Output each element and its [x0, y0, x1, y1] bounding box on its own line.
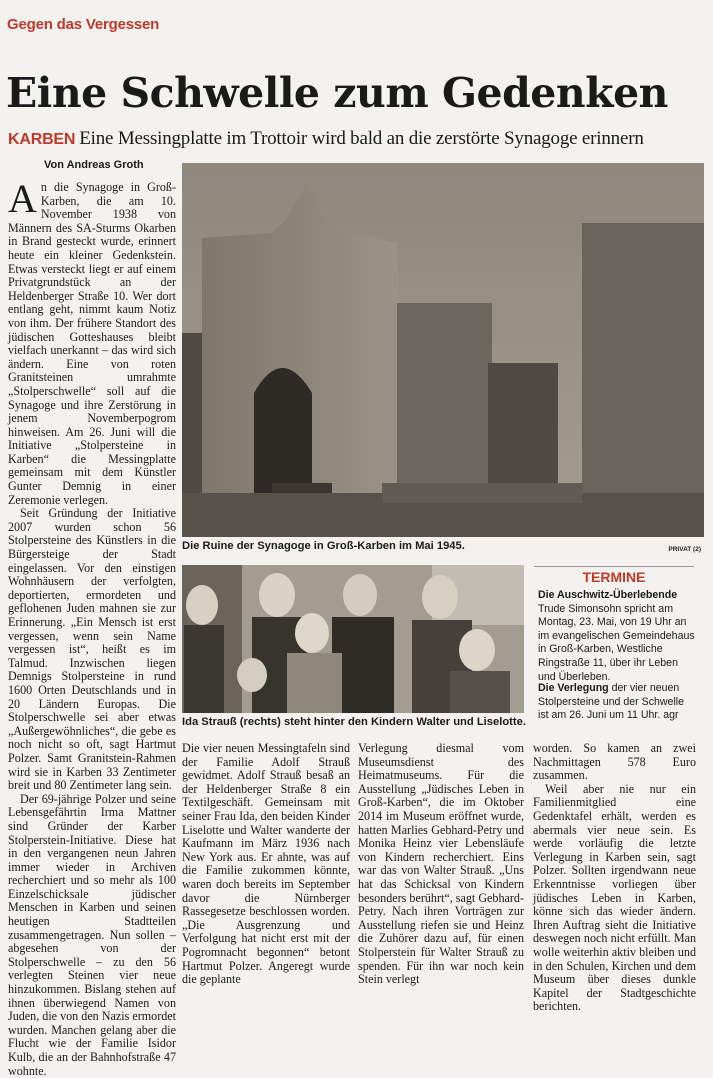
article-column-4 [533, 741, 696, 1014]
synagogue-ruin-photo [182, 163, 704, 537]
byline: Von Andreas Groth [44, 159, 144, 171]
subline [8, 127, 644, 152]
termine-item-1-lead: Die Auschwitz-Überlebende [538, 589, 678, 601]
family-photo [182, 565, 524, 713]
paragraph: Verlegung diesmal vom Museumsdienst des Heimatmuseums. Für die Ausstellung „Jüdisches Leben in Groß-Karben“, die im Oktober 2014 im Museum eröffnet wurde, hatten Marlies Gebhard-Petry und Monika Heinz vier Lebensläufe von Kindern recherchiert. Eins war das von Walter Strauß. „Uns hat das Schicksal von Kindern besonders berührt“, sagt Gebhard-Petry. Nach ihren Vorträgen zur Ausstellung riefen sie und Heinz die Zuhörer dazu auf, für einen Stolperstein für Walter Strauß zu spenden. Für ihn war noch kein Stein verlegt [358, 741, 524, 987]
paragraph: Seit Gründung der Initiative 2007 wurden schon 56 Stolpersteine des Künstlers in die Bürgersteige der Stadt eingelassen. Vor den einstigen Wohnhäusern der verfolgten, deportierten, ermordeten und geflohenen Juden mahnen sie zur Erinnerung. „Ein Mensch ist erst vergessen, wenn sein Name vergessen ist“, heißt es im Talmud. Inzwischen liegen Demnigs Stolpersteine in rund 1600 Orten Deutschlands und in 20 Ländern Europas. Die Stolperschwelle sei aber etwas „Außergewöhnliches“, die gebe es noch nicht so oft, sagt Hartmut Polzer. Samt Granitstein-Rahmen wird sie in Karben 33 Zentimeter breit und 80 Zentimeter lang sein. [8, 506, 176, 793]
photo-2-caption: Ida Strauß (rechts) steht hinter den Kindern Walter und Liselotte. [182, 716, 526, 728]
photo-1-caption: Die Ruine der Synagoge in Groß-Karben im Mai 1945. [182, 540, 465, 552]
article-column-2 [182, 741, 350, 987]
paragraph: worden. So kamen an zwei Nachmittagen 578 Euro zusammen. [533, 741, 696, 783]
headline: Eine Schwelle zum Gedenken [6, 69, 668, 117]
termine-title: TERMINE [534, 566, 694, 585]
termine-item-2 [538, 682, 696, 723]
paragraph: Der 69-jährige Polzer und seine Lebensgefährtin Irma Mattner sind Gründer der Karber Stolperstein-Initiative. Diese hat in den vergangenen neun Jahren immer wieder in Archiven recherchiert und so mehr als 100 Einzelschicksale jüdischer Menschen in Karben und seinen heutigen Stadtteilen zusammengetragen. Nun sollen – abgesehen von der Stolperschwelle – zu den 56 verlegten Steinen vier neue hinzukommen. Bislang stehen auf ihnen überwiegend Namen von Juden, die von den Nazis ermordet wurden. Manchen gelang aber die Flucht wie der Familie Isidor Kulb, die an der Bahnhofstraße 47 wohnte. [8, 791, 176, 1078]
termine-item-2-text: der vier neuen Stolpersteine und der Schwelle ist am 26. Juni um 11 Uhr. agr [538, 682, 685, 722]
subline-location: KARBEN [8, 131, 76, 148]
article-column-1 [8, 176, 176, 1078]
dropcap: A [8, 176, 37, 221]
paragraph: An die Synagoge in Groß-Karben, die am 10. November 1938 von Männern des SA-Sturms Okarben in Brand gesteckt wurde, erinnert heute ein kleiner Gedenkstein. Etwas versteckt liegt er auf einem Privatgrundstück an der Heldenberger Straße 10. Wer dort entlang geht, nimmt kaum Notiz von ihm. Der frühere Standort des jüdischen Gotteshauses bleibt vielfach unerkannt – das wird sich ändern. Eine von roten Granitsteinen umrahmte „Stolperschwelle“ soll auf die Synagoge und ihre Zerstörung in jenem Novemberpogrom hinweisen. Am 26. Juni will die Initiative „Stolpersteine in Karben“ die Messingplatte gemeinsam mit dem Künstler Gunter Demnig in einer Zeremonie verlegen. [8, 176, 176, 507]
article-column-3 [358, 741, 524, 987]
subline-text: Eine Messingplatte im Trottoir wird bald an die zerstörte Synagoge erinnern [79, 128, 644, 149]
termine-item-2-lead: Die Verlegung [538, 682, 609, 694]
termine-item-1-text: Trude Simonsohn spricht am Montag, 23. Mai, von 19 Uhr an im evangelischen Gemeindehaus in Groß-Karben, Westliche Ringstraße 11, über ihr Leben und Überleben. [538, 602, 695, 683]
paragraph: Die vier neuen Messingtafeln sind der Familie Adolf Strauß gewidmet. Adolf Strauß besaß an der Heldenberger Straße 8 ein Textilgeschäft. Gemeinsam mit seiner Frau Ida, den beiden Kinder Liselotte und Walter wanderte der Kaufmann im März 1936 nach New York aus. Er ahnte, was auf die Familie zukommen könnte, waren doch bereits im September davor die Nürnberger Rassegesetze beschlossen worden. „Die Ausgrenzung und Verfolgung hat nicht erst mit der Pogromnacht begonnen“ betont Hartmut Polzer. Angeregt wurde die geplante [182, 741, 350, 987]
kicker: Gegen das Vergessen [7, 16, 160, 33]
photo-credit: PRIVAT (2) [668, 546, 701, 553]
paragraph: Weil aber nie nur ein Familienmitglied eine Gedenktafel erhält, werden es abermals vier neue sein. Es werde vorläufig die letzte Verlegung in Karben sein, sagt Polzer. Sollten irgendwann neue Erkenntnisse vorliegen über jüdisches Leben in Karben, könne sich das wieder ändern. Ihren Auftrag sieht die Initiative deswegen noch nicht erfüllt. Man wolle weiterhin aktiv bleiben und in den Schulen, Kirchen und dem Museum über dieses dunkle Kapitel der Stadtgeschichte berichten. [533, 781, 696, 1014]
termine-item-1 [538, 589, 696, 684]
